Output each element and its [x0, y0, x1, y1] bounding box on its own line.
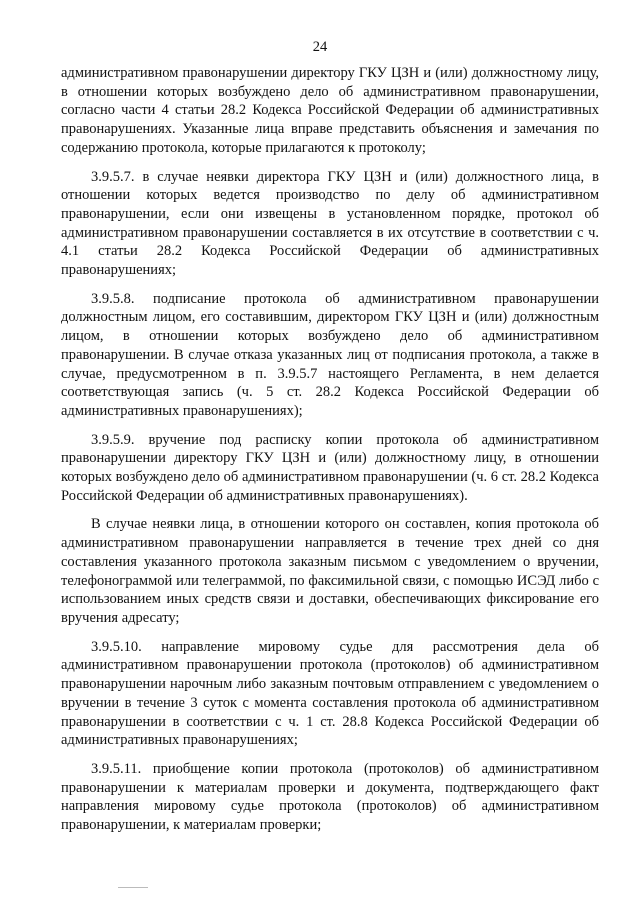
page-number: 24	[312, 39, 328, 55]
paragraph-3-9-5-11: 3.9.5.11. приобщение копии протокола (протоколов) об административном правонарушении к материалам проверки и документа, подтверждающего факт направления мировому судье протокола (протоколов) об административном правонарушении, к материалам проверки;	[61, 760, 599, 834]
paragraph-3-9-5-8: 3.9.5.8. подписание протокола об административном правонарушении должностным лицом, его составившим, директором ГКУ ЦЗН и (или) должностным лицом, в отношении которых возбуждено дело об административном правонарушении. В случае отказа указанных лиц от подписания протокола, а также в случае, предусмотренном в п. 3.9.5.7 настоящего Регламента, в нем делается соответствующая запись (ч. 5 ст. 28.2 Кодекса Российской Федерации об административных правонарушениях);	[61, 290, 599, 419]
paragraph-3-9-5-9: 3.9.5.9. вручение под расписку копии протокола об административном правонарушении директору ГКУ ЦЗН и (или) должностному лицу, в отношении которых возбуждено дело об административном правонарушении (ч. 6 ст. 28.2 Кодекса Российской Федерации об административных правонарушениях).	[61, 431, 599, 504]
paragraph-continuation: административном правонарушении директору ГКУ ЦЗН и (или) должностному лицу, в отношении которых возбуждено дело об административном правонарушении, согласно части 4 статьи 28.2 Кодекса Российской Федерации об административных правонарушениях. Указанные лица вправе представить объяснения и замечания по содержанию протокола, которые прилагаются к протоколу;	[61, 65, 599, 156]
footer-divider	[118, 887, 148, 888]
document-body	[61, 64, 599, 835]
paragraph-3-9-5-7: 3.9.5.7. в случае неявки директора ГКУ ЦЗН и (или) должностного лица, в отношении которых ведется производство по делу об административном правонарушении, если они извещены в установленном порядке, протокол об административном правонарушении составляется в их отсутствие в соответствии с ч. 4.1 статьи 28.2 Кодекса Российской Федерации об административных правонарушениях;	[61, 168, 599, 279]
paragraph-non-appearance: В случае неявки лица, в отношении которого он составлен, копия протокола об административном правонарушении направляется в течение трех дней со дня составления указанного протокола заказным письмом с уведомлением о вручении, телефонограммой или телеграммой, по факсимильной связи, с помощью ИСЭД либо с использованием иных средств связи и доставки, обеспечивающих фиксирование его вручения адресату;	[61, 516, 599, 626]
paragraph-3-9-5-10: 3.9.5.10. направление мировому судье для рассмотрения дела об административном правонарушении протокола (протоколов) об административном правонарушении нарочным либо заказным почтовым отправлением с уведомлением о вручении в течение 3 суток с момента составления протокола об административном правонарушении в соответствии с ч. 1 ст. 28.8 Кодекса Российской Федерации об административных правонарушениях;	[61, 638, 599, 749]
